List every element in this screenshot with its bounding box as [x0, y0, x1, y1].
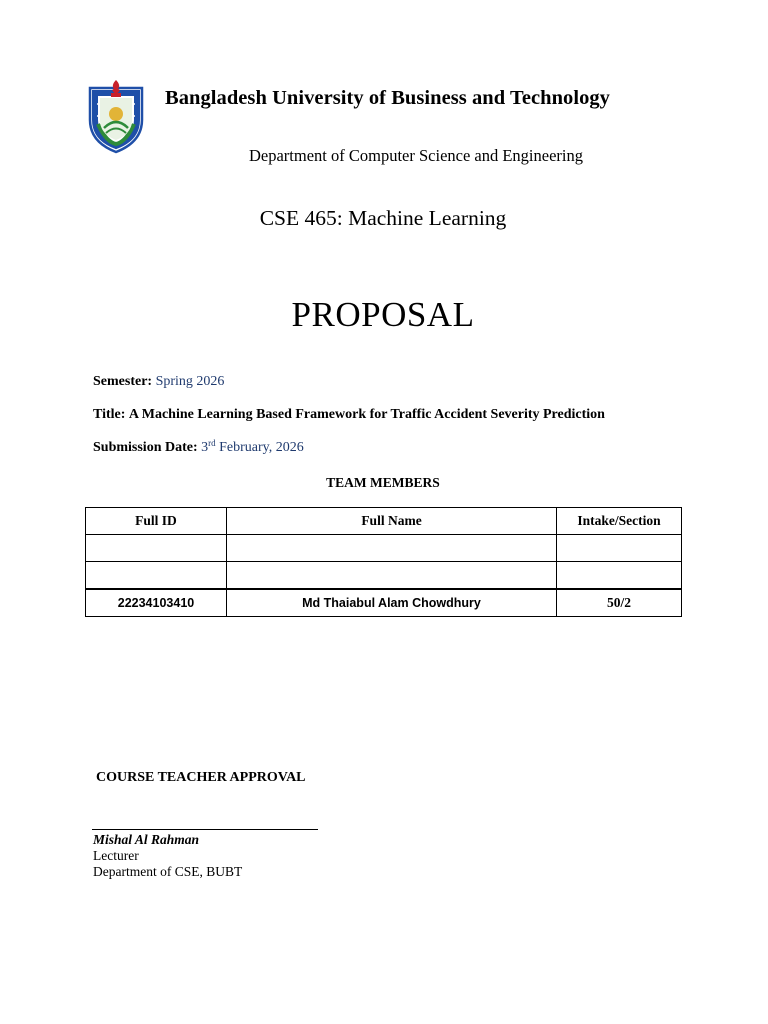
- team-members-heading: TEAM MEMBERS: [326, 475, 440, 490]
- semester-value: Spring 2026: [155, 374, 225, 389]
- intake-section-cell: 50/2: [557, 589, 682, 617]
- title-label: Title:: [93, 407, 126, 422]
- submission-date-label: Submission Date:: [93, 440, 198, 455]
- full-name-cell: [227, 535, 557, 562]
- teacher-department: Department of CSE, BUBT: [93, 864, 243, 879]
- university-logo-icon: [84, 80, 148, 154]
- teacher-name: Mishal Al Rahman: [93, 832, 200, 847]
- full-id-cell: [86, 562, 227, 590]
- department-name: Department of Computer Science and Engineering: [248, 146, 583, 165]
- full-name-cell: Md Thaiabul Alam Chowdhury: [227, 589, 557, 617]
- intake-section-cell: [557, 535, 682, 562]
- course-title: CSE 465: Machine Learning: [259, 206, 507, 230]
- course-teacher-approval-heading: COURSE TEACHER APPROVAL: [96, 770, 306, 785]
- table-row: [86, 589, 682, 617]
- document-type-heading: PROPOSAL: [291, 295, 475, 334]
- title-value: A Machine Learning Based Framework for Traffic Accident Severity Prediction: [128, 407, 605, 422]
- teacher-block: [93, 832, 242, 880]
- column-header-intake-section: Intake/Section: [557, 508, 682, 535]
- intake-section-cell: [557, 562, 682, 590]
- submission-date-line: [93, 440, 304, 456]
- date-rest: February, 2026: [219, 440, 304, 455]
- submission-date-value: [201, 440, 304, 455]
- date-day: 3: [201, 440, 209, 455]
- team-members-table: [85, 507, 682, 617]
- full-id-cell: 22234103410: [86, 589, 227, 617]
- full-id-cell: [86, 535, 227, 562]
- table-row: [86, 562, 682, 590]
- signature-line: [92, 829, 318, 830]
- title-line: [93, 407, 605, 423]
- teacher-title: Lecturer: [93, 848, 139, 863]
- full-name-cell: [227, 562, 557, 590]
- table-row: [86, 535, 682, 562]
- university-name: Bangladesh University of Business and Technology: [165, 87, 610, 109]
- column-header-full-name: Full Name: [227, 508, 557, 535]
- date-suffix: rd: [208, 438, 216, 448]
- table-header-row: [86, 508, 682, 535]
- column-header-full-id: Full ID: [86, 508, 227, 535]
- semester-label: Semester:: [93, 374, 153, 389]
- semester-line: [93, 374, 224, 390]
